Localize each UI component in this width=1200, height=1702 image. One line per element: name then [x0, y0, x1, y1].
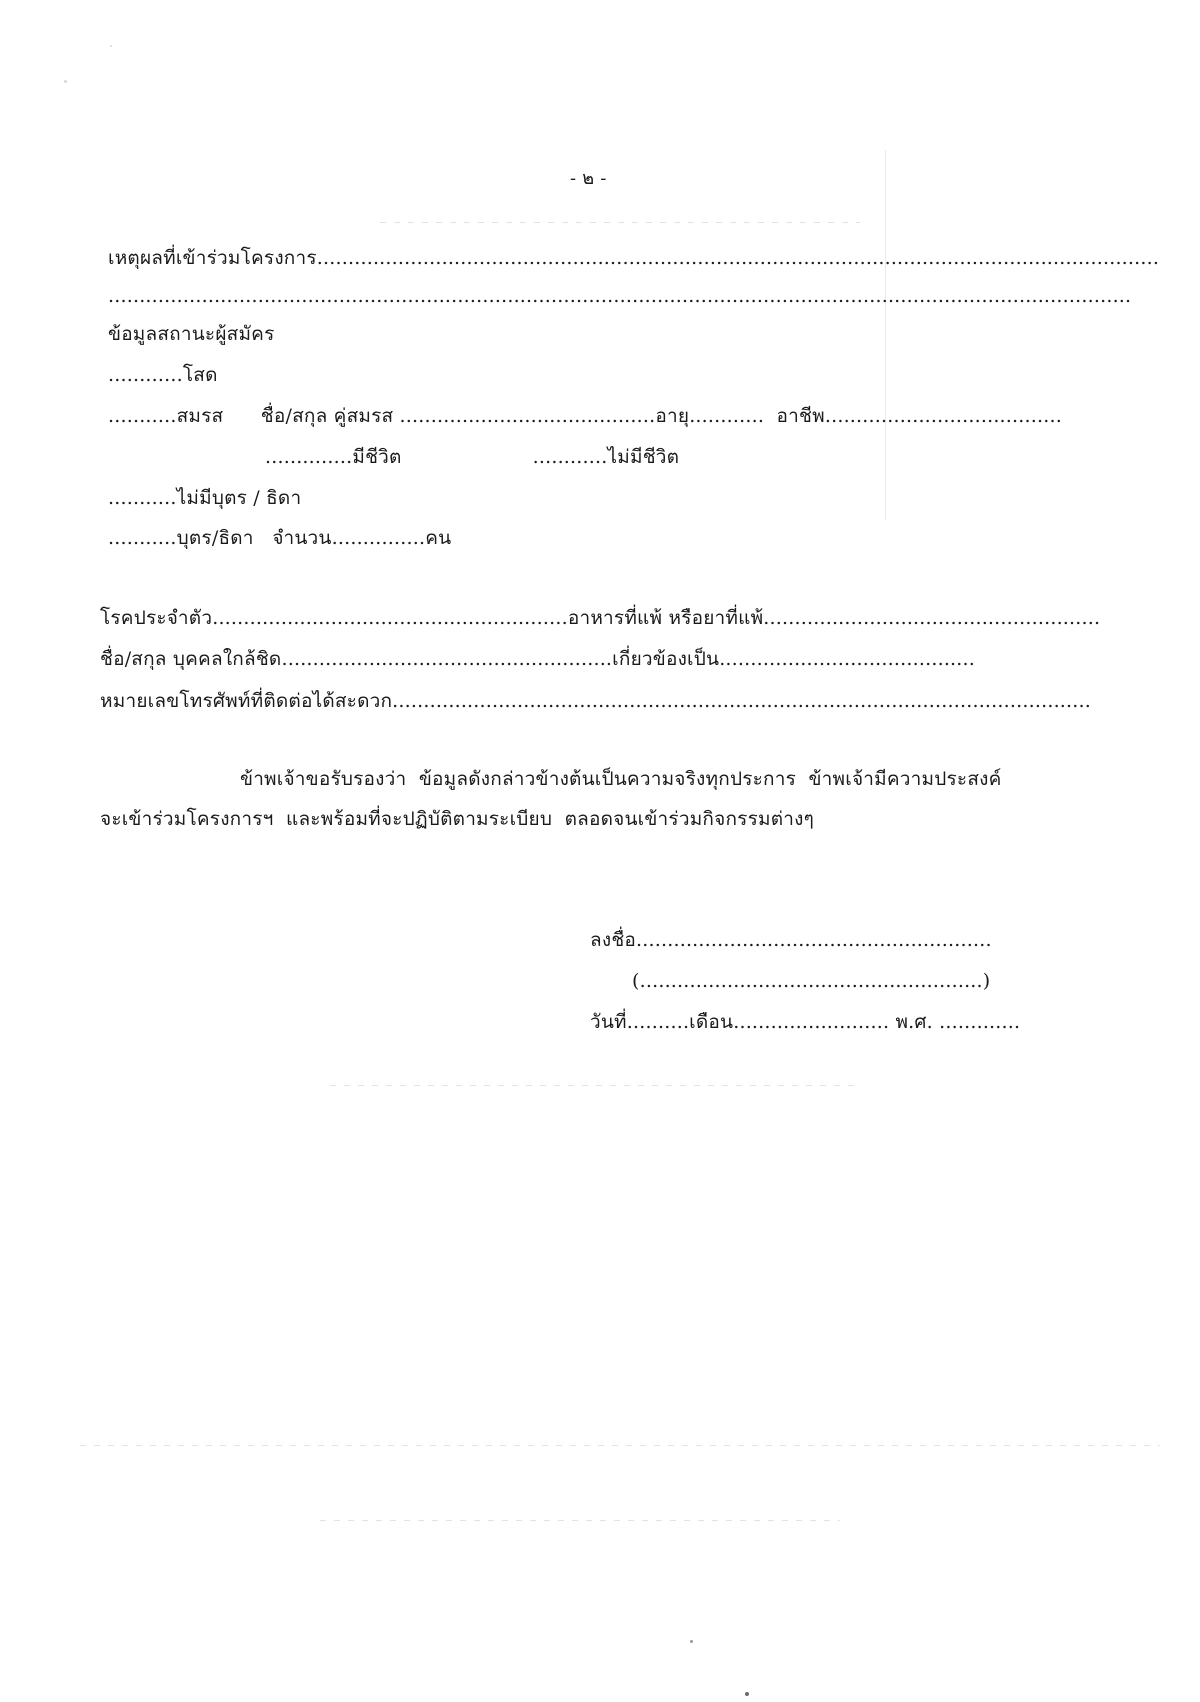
scan-bleed-line [320, 1520, 840, 1521]
scan-speck [110, 45, 112, 47]
disease-line: โรคประจำตัว.........................................................อาหารที่แพ้ หรือยาที่แพ้...................................................... [100, 607, 1101, 629]
scan-fold-line [885, 150, 886, 520]
signature-name: (.......................................................) [632, 970, 991, 992]
declaration-line-1: ข้าพเจ้าขอรับรองว่า ข้อมูลดังกล่าวข้างต้นเป็นความจริงทุกประการ ข้าพเจ้ามีความประสงค์ [240, 768, 1002, 790]
reason-line-2: .................................................................................................................................................................... [108, 285, 1132, 307]
scan-bleed-line [380, 222, 860, 223]
status-no-children: ...........ไม่มีบุตร / ธิดา [108, 487, 302, 509]
signature-date: วันที่..........เดือน......................... พ.ศ. ............. [590, 1011, 1021, 1033]
scan-bleed-line [80, 1445, 1160, 1446]
scan-speck [64, 80, 67, 83]
close-person-line: ชื่อ/สกุล บุคคลใกล้ชิด.....................................................เกี่ยวข้องเป็น......................................... [100, 648, 976, 670]
declaration-line-2: จะเข้าร่วมโครงการฯ และพร้อมที่จะปฏิบัติตามระเบียบ ตลอดจนเข้าร่วมกิจกรรมต่างๆ [100, 808, 814, 830]
status-single: ............โสด [108, 364, 218, 386]
scan-speck [690, 1640, 693, 1643]
page-number: - ๒ - [570, 168, 607, 189]
reason-line-1: เหตุผลที่เข้าร่วมโครงการ....................................................................................................................................... [108, 247, 1160, 269]
spouse-status: ..............มีชีวิต ............ไม่มีชีวิต [265, 446, 680, 468]
status-heading: ข้อมูลสถานะผู้สมัคร [108, 323, 275, 345]
scan-bleed-line [330, 1085, 860, 1086]
status-married: ...........สมรส ชื่อ/สกุล คู่สมรส .........................................อายุ............ อาชีพ...................................... [108, 405, 1062, 427]
scan-speck [745, 1692, 749, 1696]
phone-line: หมายเลขโทรศัพท์ที่ติดต่อได้สะดวก................................................................................................................ [100, 690, 1092, 712]
status-children: ...........บุตร/ธิดา จำนวน...............คน [108, 527, 452, 549]
signature-line: ลงชื่อ......................................................... [590, 929, 992, 951]
